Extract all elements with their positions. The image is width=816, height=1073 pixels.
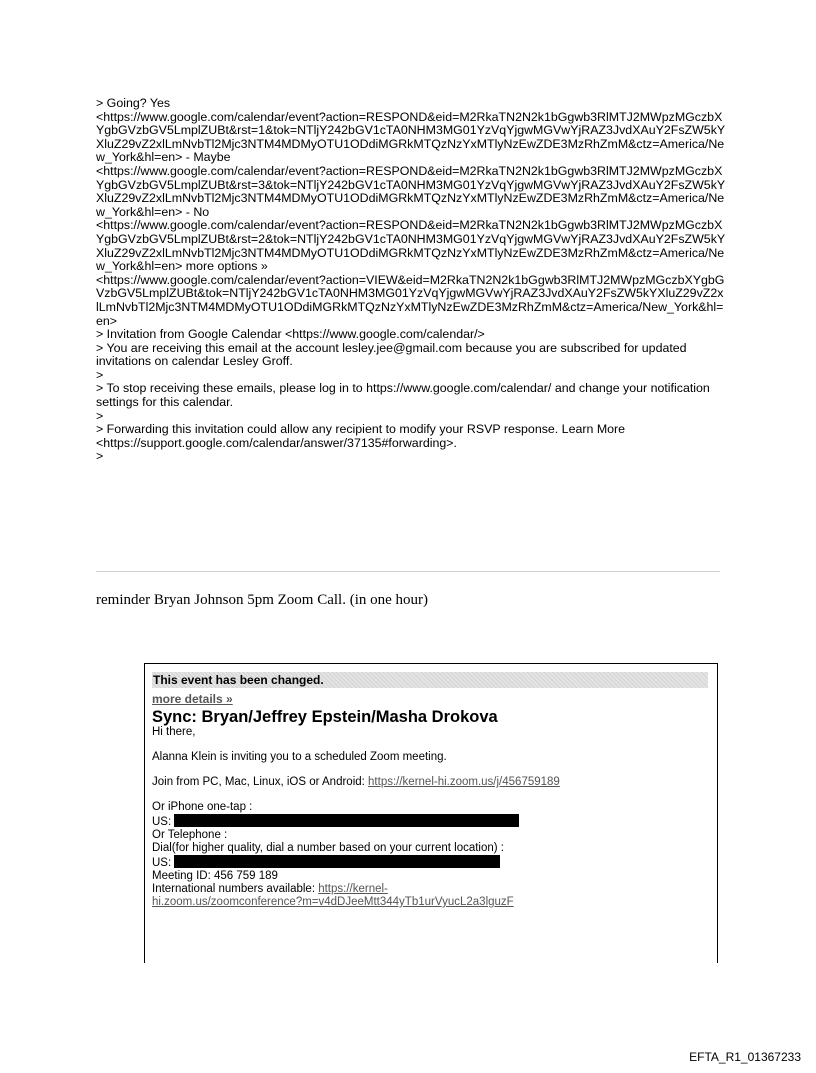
international-label: International numbers available: (152, 883, 319, 895)
redaction-block (174, 855, 500, 868)
invitation-source-line: > Invitation from Google Calendar <https://www.google.com/calendar/> (96, 327, 485, 342)
meeting-id: Meeting ID: 456 759 189 (152, 870, 278, 882)
telephone-label: Or Telephone : (152, 829, 228, 841)
event-title: Sync: Bryan/Jeffrey Epstein/Masha Drokova (152, 708, 498, 726)
event-card (144, 663, 718, 963)
dial-instructions: Dial(for higher quality, dial a number based on your current location) : (152, 842, 504, 854)
subscription-notice: > You are receiving this email at the account lesley.jee@gmail.com because you are subscribed for updated invitations on calendar Lesley Groff. (96, 340, 687, 369)
international-numbers-line (152, 883, 708, 896)
reminder-heading: reminder Bryan Johnson 5pm Zoom Call. (in one hour) (96, 592, 429, 608)
rsvp-no-link: <https://www.google.com/calendar/event?action=RESPOND&eid=M2RkaTN2N2k1bGgwb3RlMTJ2MWpzMGczbXYgbGVzbGV5LmplZUBt&rst=3&tok=NTljY242bGV1cTA0NHM3MG01YzVqYjgwMGVwYjRAZ3JvdXAuY2FsZW5kYXluZ29vZ2xlLmNvbTl2Mjc3NTM4MDMyOTU1ODdiMGRkMTQzNzYxMTlyNzEwZDE3MzRhZmM&ctz=America/New_York&hl=en> - No (96, 163, 726, 219)
join-line (152, 776, 708, 789)
event-changed-banner: This event has been changed. (152, 672, 708, 688)
event-card-content (152, 672, 708, 909)
us-label: US: (152, 857, 172, 869)
stop-receiving-notice: > To stop receiving these emails, please log in to https://www.google.com/calendar/ and change your notification settings for this calendar. (96, 381, 710, 410)
rsvp-maybe-link: <https://www.google.com/calendar/event?action=RESPOND&eid=M2RkaTN2N2k1bGgwb3RlMTJ2MWpzMGczbXYgbGVzbGV5LmplZUBt&rst=1&tok=NTljY242bGV1cTA0NHM3MG01YzVqYjgwMGVwYjRAZ3JvdXAuY2FsZW5kYXluZ29vZ2xlLmNvbTl2Mjc3NTM4MDMyOTU1ODdiMGRkMTQzNzYxMTlyNzEwZDE3MzRhZmM&ctz=America/New_York&hl=en> - Maybe (96, 109, 726, 165)
section-divider (96, 571, 720, 572)
greeting: Hi there, (152, 726, 196, 738)
quote-marker: > (96, 449, 104, 464)
join-label: Join from PC, Mac, Linux, iOS or Android: (152, 776, 369, 788)
document-id: EFTA_R1_01367233 (689, 1050, 801, 1064)
quote-marker: > (96, 367, 104, 382)
international-numbers-link-cont[interactable]: hi.zoom.us/zoomconference?m=v4dDJeeMtt344yTb1urVyucL2a3lguzF (152, 896, 514, 908)
rsvp-more-options-link: <https://www.google.com/calendar/event?action=RESPOND&eid=M2RkaTN2N2k1bGgwb3RlMTJ2MWpzMGczbXYgbGVzbGV5LmplZUBt&rst=2&tok=NTljY242bGV1cTA0NHM3MG01YzVqYjgwMGVwYjRAZ3JvdXAuY2FsZW5kYXluZ29vZ2xlLmNvbTl2Mjc3NTM4MDMyOTU1ODdiMGRkMTQzNzYxMTlyNzEwZDE3MzRhZmM&ctz=America/New_York&hl=en> more options » (96, 218, 726, 274)
forwarding-notice: > Forwarding this invitation could allow any recipient to modify your RSVP response. Learn More <https://support.google.com/calendar/answer/37135#forwarding>. (96, 422, 626, 450)
view-event-link: <https://www.google.com/calendar/event?action=VIEW&eid=M2RkaTN2N2k1bGgwb3RlMTJ2MWpzMGczbXYgbGVzbGV5LmplZUBt&tok=NTljY242bGV1cTA0NHM3MG01YzVqYjgwMGVwYjRAZ3JvdXAuY2FsZW5kYXluZ29vZ2xlLmNvbTl2Mjc3NTM4MDMyOTU1ODdiMGRkMTQzNzYxMTlyNzEwZDE3MzRhZmM&ctz=America/New_York&hl=en> (96, 272, 725, 328)
email-quoted-text (96, 97, 726, 464)
us-phone-row-1 (152, 814, 708, 829)
redaction-block (174, 814, 519, 827)
us-phone-row-2 (152, 855, 708, 870)
quote-marker: > (96, 408, 104, 423)
us-label: US: (152, 816, 172, 828)
invite-line: Alanna Klein is inviting you to a scheduled Zoom meeting. (152, 751, 447, 763)
iphone-label: Or iPhone one-tap : (152, 801, 253, 813)
more-details-link[interactable]: more details » (152, 692, 233, 706)
zoom-join-link[interactable]: https://kernel-hi.zoom.us/j/456759189 (368, 776, 560, 788)
rsvp-going-line: > Going? Yes (96, 96, 171, 110)
international-numbers-line-2 (152, 896, 708, 909)
international-numbers-link[interactable]: https://kernel- (318, 883, 388, 895)
